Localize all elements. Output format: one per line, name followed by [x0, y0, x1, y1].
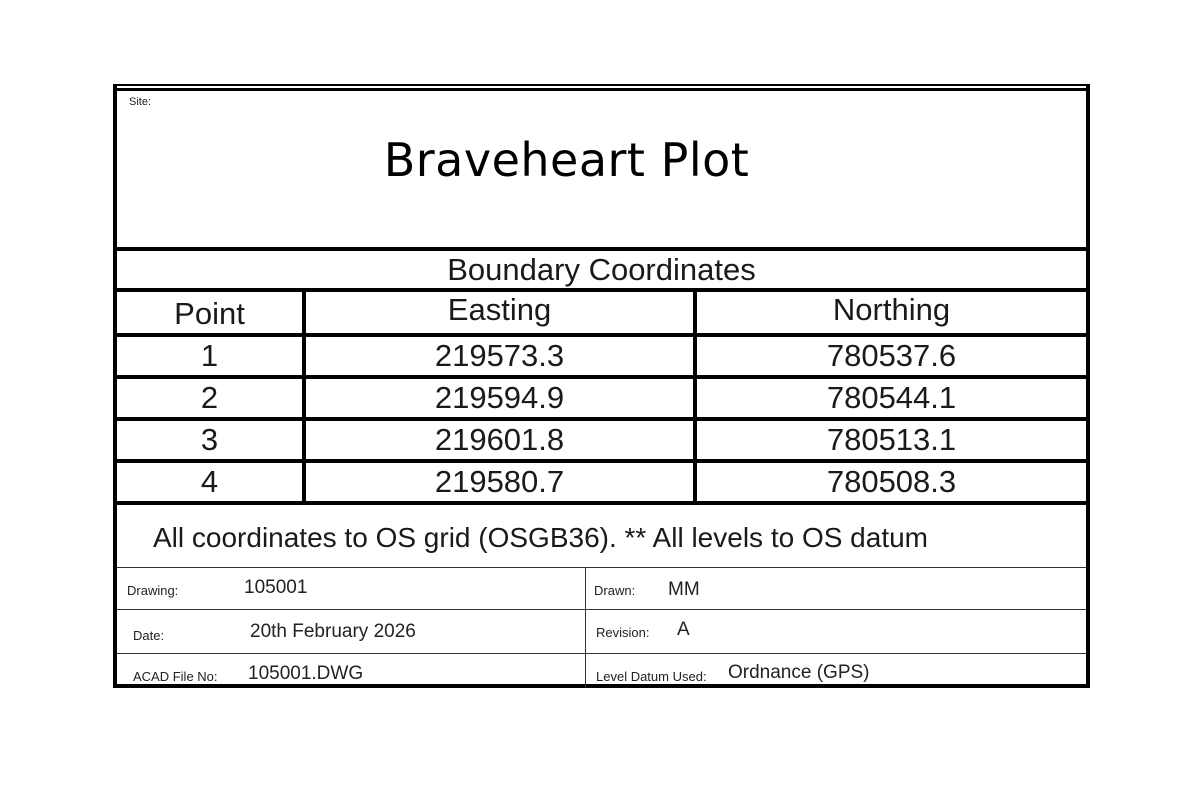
northing-cell: 780544.1: [695, 377, 1086, 419]
drawn-value: MM: [668, 579, 700, 600]
column-header-northing: Northing: [695, 292, 1086, 335]
easting-cell: 219594.9: [304, 377, 695, 419]
revision-cell: [586, 610, 1086, 653]
drawing-label: Drawing:: [127, 583, 179, 598]
drawing-cell: [117, 568, 586, 609]
date-cell: [117, 610, 586, 653]
easting-cell: 219580.7: [304, 461, 695, 503]
point-cell: 4: [117, 461, 304, 503]
point-cell: 1: [117, 335, 304, 377]
point-cell: 3: [117, 419, 304, 461]
acad-file-label: ACAD File No:: [133, 669, 218, 684]
drawn-label: Drawn:: [594, 583, 636, 598]
table-row: [117, 419, 1086, 461]
easting-cell: 219601.8: [304, 419, 695, 461]
site-title: Braveheart Plot: [383, 133, 750, 187]
northing-cell: 780508.3: [695, 461, 1086, 503]
drawing-value: 105001: [244, 577, 308, 598]
info-row-acad: [117, 654, 1086, 688]
easting-cell: 219573.3: [304, 335, 695, 377]
coordinates-table: [117, 292, 1086, 505]
site-label: Site:: [129, 96, 152, 108]
revision-label: Revision:: [596, 625, 650, 640]
table-row: [117, 461, 1086, 503]
column-header-point: Point: [117, 292, 304, 335]
info-row-date: [117, 610, 1086, 654]
datum-note: All coordinates to OS grid (OSGB36). ** All levels to OS datum: [117, 506, 1086, 568]
site-panel: [117, 88, 1086, 251]
level-datum-cell: [586, 654, 1086, 688]
northing-cell: 780537.6: [695, 335, 1086, 377]
acad-file-cell: [117, 654, 586, 688]
title-block: [113, 84, 1090, 688]
coordinates-heading: Boundary Coordinates: [117, 251, 1086, 292]
level-datum-value: Ordnance (GPS): [728, 662, 870, 683]
table-row: [117, 377, 1086, 419]
point-cell: 2: [117, 377, 304, 419]
date-value: 20th February 2026: [250, 621, 416, 642]
info-row-drawing: [117, 568, 1086, 610]
table-header-row: [117, 292, 1086, 335]
drawn-cell: [586, 568, 1086, 609]
table-row: [117, 335, 1086, 377]
date-label: Date:: [133, 628, 165, 643]
column-header-easting: Easting: [304, 292, 695, 335]
level-datum-label: Level Datum Used:: [596, 669, 707, 684]
northing-cell: 780513.1: [695, 419, 1086, 461]
acad-file-value: 105001.DWG: [248, 663, 364, 684]
revision-value: A: [677, 619, 690, 640]
